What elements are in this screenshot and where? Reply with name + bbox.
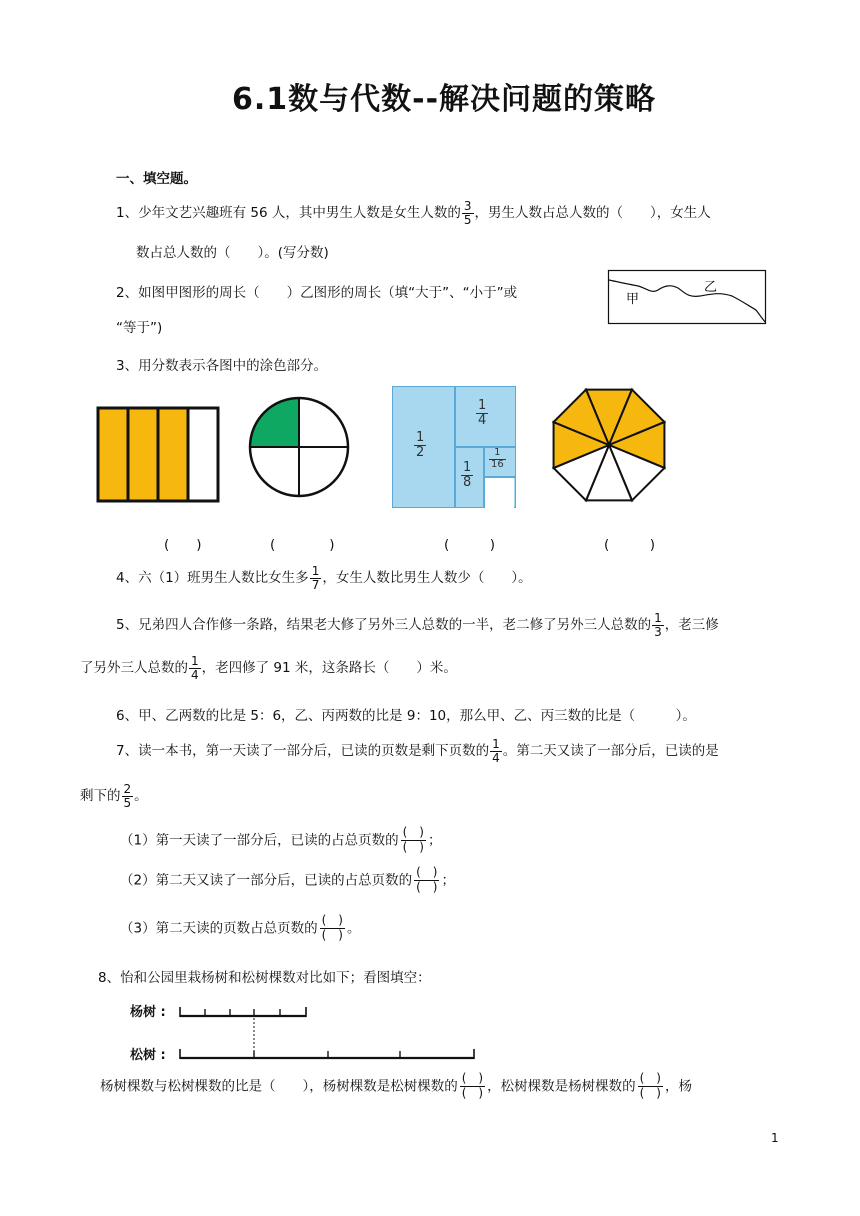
question-8-text: 8、怡和公园里栽杨树和松树棵数对比如下；看图填空：: [98, 970, 431, 986]
label-jia: 甲: [626, 292, 640, 307]
circle-quarters-figure: [246, 394, 352, 500]
label-quarter: $\frac{1}{4}$: [478, 398, 487, 428]
rectangle-quarters-figure: [96, 406, 222, 504]
question-1-line-2: 数占总人数的（ ）。(写分数): [136, 245, 329, 261]
q7-fraction-1: $\frac{1}{4}$: [492, 737, 500, 765]
shaded-part: [128, 408, 158, 501]
shaded-part: [158, 408, 188, 501]
question-3-text: 3、用分数表示各图中的涂色部分。: [116, 358, 328, 374]
label-sixteenth: $\frac{1}{16}$: [491, 447, 504, 470]
section-heading: 一、填空题。: [116, 171, 197, 187]
octagon-figure: [546, 382, 672, 508]
page-number: 1: [771, 1131, 779, 1145]
question-2-line-1: 2、如图甲图形的周长（ ）乙图形的周长（填“大于”、“小于”或: [116, 285, 518, 301]
question-6: 6、甲、乙两数的比是 5：6，乙、丙两数的比是 9：10，那么甲、乙、丙三数的比是（ ）。: [116, 708, 696, 724]
question-5-line-1: 5、兄弟四人合作修一条路，结果老大修了另外三人总数的一半，老二修了另外三人总数的 $\frac{1}{3}$ ，老三修: [116, 611, 719, 639]
question-4: 4、六（1）班男生人数比女生多 $\frac{1}{7}$ ，女生人数比男生人数少（ ）。: [116, 564, 532, 592]
question-1-line-1: [116, 200, 711, 226]
question-7-line-1: 7、读一本书，第一天读了一部分后，已读的页数是剩下页数的 $\frac{1}{4}$ 。第二天又读了一部分后，已读的是: [116, 737, 719, 765]
q7-fraction-2: $\frac{2}{5}$: [123, 782, 132, 810]
answer-fraction-blank[interactable]: ( ) ( ): [639, 1071, 661, 1100]
answer-fraction-blank[interactable]: ( ) ( ): [402, 825, 424, 854]
question-7-sub-2: （2）第二天又读了一部分后，已读的占总页数的 ( ) ( ) ；: [120, 865, 455, 894]
q5-fraction-2: $\frac{1}{4}$: [191, 654, 199, 682]
q1-text-a: 1、少年文艺兴趣班有 56 人，其中男生人数是女生人数的: [116, 205, 461, 222]
answer-blank-3: ( ): [444, 537, 496, 553]
fraction-square-figure: [392, 386, 516, 508]
page-title: 6.1数与代数--解决问题的策略: [232, 82, 657, 117]
unshaded-part: [188, 408, 218, 501]
answer-blank-2: ( ): [270, 537, 335, 553]
q4-fraction: $\frac{1}{7}$: [311, 564, 320, 592]
question-7-sub-3: （3）第二天读的页数占总页数的 ( ) ( ) 。: [120, 913, 361, 942]
answer-fraction-blank[interactable]: ( ) ( ): [416, 865, 438, 894]
question-8-answer-line: 杨树棵数与松树棵数的比是（ ），杨树棵数是松树棵数的 ( ) ( ) ，松树棵数是杨树棵数的 ( ) ( ) ，杨: [100, 1071, 692, 1100]
question-5-line-2: 了另外三人总数的 $\frac{1}{4}$ ，老四修了 91 米，这条路长（ ）米。: [80, 654, 457, 682]
tape-diagram: [178, 1004, 480, 1066]
perimeter-figure: [608, 270, 768, 326]
answer-blank-4: ( ): [604, 537, 656, 553]
label-pine: 松树 :: [130, 1048, 166, 1063]
label-yi: 乙: [704, 280, 718, 295]
q5-fraction-1: $\frac{1}{3}$: [654, 611, 662, 639]
q1-fraction: $\frac{3}{5}$: [463, 199, 472, 227]
question-2-line-2: “等于”): [116, 320, 163, 336]
answer-fraction-blank[interactable]: ( ) ( ): [461, 1071, 484, 1100]
unshaded-sixteenth: [485, 478, 514, 508]
shaded-part: [98, 408, 128, 501]
label-half: $\frac{1}{2}$: [416, 430, 425, 460]
label-eighth: $\frac{1}{8}$: [463, 460, 472, 490]
label-poplar: 杨树 :: [130, 1005, 166, 1020]
answer-fraction-blank[interactable]: ( ) ( ): [321, 913, 343, 942]
question-7-line-2: 剩下的 $\frac{2}{5}$ 。: [80, 782, 148, 810]
question-7-sub-1: （1）第一天读了一部分后，已读的占总页数的 ( ) ( ) ；: [120, 825, 442, 854]
answer-blank-1: ( ): [164, 537, 202, 553]
q1-text-b: ，男生人数占总人数的（ ），女生人: [474, 205, 711, 222]
